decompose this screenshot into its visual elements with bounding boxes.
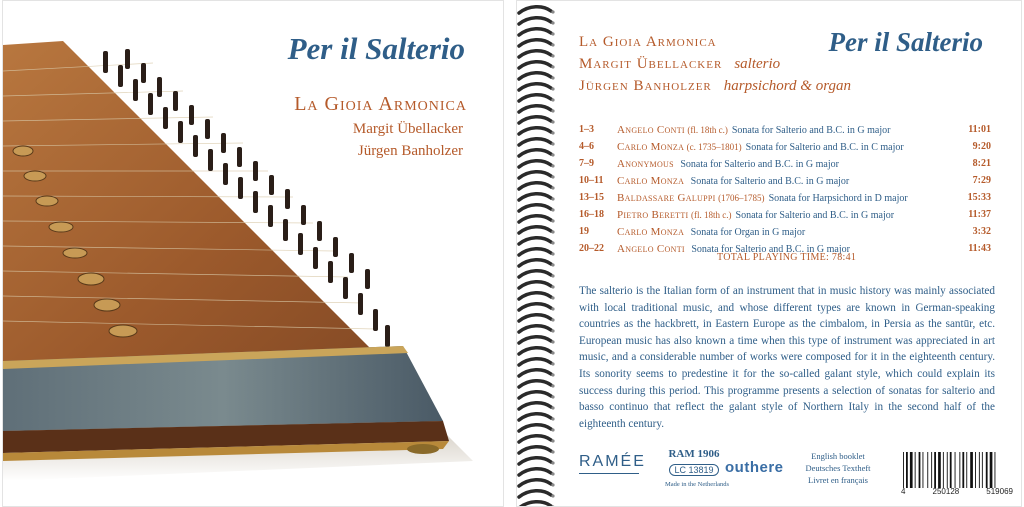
track-row: [579, 207, 991, 224]
performer-name: Jürgen Banholzer: [357, 143, 463, 159]
barcode-digit-group: 250128: [932, 487, 960, 496]
track-time: 3:32: [972, 226, 991, 237]
track-work: Sonata for Salterio and B.C. in G major: [690, 176, 850, 187]
barcode-bar: [982, 452, 983, 488]
punch-hole: [551, 142, 554, 145]
track-number: 7–9: [579, 158, 594, 169]
back-cover: [516, 0, 1022, 507]
front-cover: [2, 0, 504, 507]
spiral-ring: [519, 216, 551, 222]
track-dates: (fl. 18th c.): [687, 125, 728, 135]
spiral-ring: [519, 139, 551, 145]
spiral-ring: [519, 29, 551, 35]
spiral-ring: [519, 337, 551, 343]
performer-name: Margit Übellacker: [352, 121, 463, 137]
spiral-ring: [519, 370, 551, 376]
track-dates: (fl. 18th c.): [691, 210, 732, 220]
spiral-ring: [519, 150, 551, 156]
punch-hole: [551, 109, 554, 112]
track-composer: Angelo Conti: [617, 124, 685, 136]
punch-hole: [551, 131, 554, 134]
punch-hole: [551, 21, 554, 24]
track-number: 13–15: [579, 192, 604, 203]
spiral-ring: [519, 73, 551, 79]
spiral-ring: [519, 238, 551, 244]
track-list: [579, 122, 991, 258]
spiral-ring: [519, 491, 551, 497]
punch-hole: [551, 417, 554, 420]
track-row: [579, 156, 991, 173]
track-number: 19: [579, 226, 589, 237]
spiral-ring: [519, 260, 551, 266]
track-time: 11:01: [968, 124, 991, 135]
punch-hole: [551, 395, 554, 398]
track-dates: (c. 1735–1801): [686, 142, 742, 152]
spiral-ring: [519, 106, 551, 112]
spiral-ring: [519, 227, 551, 233]
punch-hole: [551, 10, 554, 13]
barcode-bar: [975, 452, 976, 488]
punch-hole: [551, 230, 554, 233]
barcode-bar: [962, 452, 964, 488]
punch-hole: [551, 263, 554, 266]
spiral-ring: [519, 271, 551, 277]
booklet-languages: [801, 450, 875, 486]
barcode-digit-group: 4: [901, 487, 906, 496]
spiral-ring: [519, 183, 551, 189]
spiral-ring: [519, 128, 551, 134]
punch-hole: [551, 186, 554, 189]
spiral-ring: [519, 84, 551, 90]
spiral-ring: [519, 194, 551, 200]
barcode-digits: [901, 487, 1013, 496]
punch-hole: [551, 450, 554, 453]
total-playing-time: TOTAL PLAYING TIME: 78:41: [717, 252, 857, 263]
punch-hole: [551, 76, 554, 79]
track-dates: (1706–1785): [718, 193, 765, 203]
track-composer: Carlo Monza: [617, 141, 685, 153]
track-work: Sonata for Salterio and B.C. in G major: [731, 125, 891, 136]
booklet-line: Livret en français: [808, 475, 868, 485]
barcode-bar: [986, 452, 988, 488]
spiral-ring: [519, 348, 551, 354]
barcode-bar: [923, 452, 924, 488]
performer-name: Margit Übellacker: [579, 56, 723, 72]
performer-name: Jürgen Banholzer: [579, 78, 712, 94]
punch-hole: [551, 318, 554, 321]
barcode-bar: [910, 452, 913, 488]
spiral-ring: [519, 249, 551, 255]
track-composer: Pietro Beretti: [617, 209, 689, 221]
punch-hole: [551, 329, 554, 332]
barcode-digit-group: 519069: [986, 487, 1013, 496]
barcode-bar: [966, 452, 967, 488]
cover-title: Per il Salterio: [287, 31, 465, 66]
punch-hole: [551, 274, 554, 277]
track-composer: Angelo Conti: [617, 243, 685, 255]
track-work: Sonata for Organ in G major: [690, 227, 806, 238]
spiral-ring: [519, 95, 551, 101]
track-composer: Carlo Monza: [617, 175, 685, 187]
barcode-bar: [947, 452, 948, 488]
punch-hole: [551, 494, 554, 497]
punch-hole: [551, 307, 554, 310]
punch-hole: [551, 483, 554, 486]
punch-hole: [551, 208, 554, 211]
spiral-ring: [519, 436, 551, 442]
spiral-ring: [519, 392, 551, 398]
track-row: [579, 122, 991, 139]
spiral-ring: [519, 502, 551, 507]
barcode-bar: [970, 452, 973, 488]
spiral-ring: [519, 469, 551, 475]
punch-hole: [551, 362, 554, 365]
spiral-ring: [519, 62, 551, 68]
punch-hole: [551, 406, 554, 409]
track-time: 15:33: [967, 192, 991, 203]
barcode-bar: [915, 452, 916, 488]
booklet-line: English booklet: [811, 451, 865, 461]
spiral-ring: [519, 7, 551, 13]
spiral-ring: [519, 18, 551, 24]
punch-hole: [551, 296, 554, 299]
description-text: The salterio is the Italian form of an instrument that in music history was mainly associated with local traditional music, and whose different types are known in German-speaking countries as the hackbrett, in Eastern Europe as the cimbalom, in Persia as the santūr, etc. European music has also known a time when this type of instrument was appreciated in art music, and a considerable number of works were composed for it in the eighteenth century. Its sonority seems to predestine it for the so-called galant style, which could explain its success during this period. This programme presents a selection of sonatas for salterio and basso continuo that reflect the galant style of Northern Italy in the second half of the eighteenth century.: [579, 285, 995, 430]
punch-hole: [551, 153, 554, 156]
track-work: Sonata for Salterio and B.C. in G major: [680, 159, 839, 170]
spiral-ring: [519, 117, 551, 123]
punch-hole: [551, 340, 554, 343]
punch-hole: [551, 87, 554, 90]
punch-hole: [551, 32, 554, 35]
track-time: 8:21: [972, 158, 991, 169]
spiral-ring: [519, 359, 551, 365]
track-composer: Anonymous: [617, 158, 674, 170]
track-time: 11:43: [968, 243, 991, 254]
barcode-bar: [927, 452, 928, 488]
spiral-ring: [519, 458, 551, 464]
punch-hole: [551, 98, 554, 101]
spiral-ring: [519, 447, 551, 453]
booklet-line: Deutsches Textheft: [805, 463, 871, 473]
track-number: 1–3: [579, 124, 594, 135]
track-work: Sonata for Harpsichord in D major: [768, 193, 908, 204]
ensemble-name: La Gioia Armonica: [294, 93, 467, 115]
spiral-ring: [519, 51, 551, 57]
spiral-ring: [519, 304, 551, 310]
barcode-bar: [950, 452, 952, 488]
track-composer: Carlo Monza: [617, 226, 685, 238]
barcode-bar: [979, 452, 980, 488]
barcode-bar: [995, 452, 996, 488]
spiral-ring: [519, 282, 551, 288]
spiral-ring: [519, 315, 551, 321]
barcode-bar: [906, 452, 908, 488]
outhere-logo: outhere: [725, 459, 784, 476]
spiral-ring: [519, 425, 551, 431]
barcode-bar: [934, 452, 936, 488]
track-number: 20–22: [579, 243, 604, 254]
punch-hole: [551, 175, 554, 178]
performer-role: harpsichord & organ: [723, 78, 851, 94]
spiral-ring: [519, 293, 551, 299]
punch-hole: [551, 428, 554, 431]
spiral-ring: [519, 414, 551, 420]
punch-hole: [551, 373, 554, 376]
punch-hole: [551, 120, 554, 123]
back-header: [579, 31, 851, 97]
track-time: 7:29: [972, 175, 991, 186]
barcode-bar: [919, 452, 921, 488]
punch-hole: [551, 65, 554, 68]
spiral-ring: [519, 172, 551, 178]
track-row: [579, 173, 991, 190]
spiral-ring: [519, 480, 551, 486]
track-time: 9:20: [972, 141, 991, 152]
track-work: Sonata for Salterio and B.C. in C major: [745, 142, 904, 153]
track-work: Sonata for Salterio and B.C. in G major: [691, 244, 850, 255]
track-composer: Baldassare Galuppi: [617, 192, 716, 204]
spiral-binding: [517, 1, 561, 507]
punch-hole: [551, 164, 554, 167]
punch-hole: [551, 285, 554, 288]
barcode-bar: [990, 452, 993, 488]
barcode-bar: [931, 452, 932, 488]
track-number: 10–11: [579, 175, 604, 186]
punch-hole: [551, 219, 554, 222]
ensemble-name: La Gioia Armonica: [579, 34, 717, 50]
track-row: [579, 139, 991, 156]
punch-hole: [551, 384, 554, 387]
catalog-number: RAM 1906: [668, 448, 720, 460]
barcode-bar: [938, 452, 941, 488]
ramee-logo: RAMÉE: [579, 453, 646, 470]
lc-code: LC 13819: [669, 464, 718, 476]
punch-hole: [551, 197, 554, 200]
punch-hole: [551, 54, 554, 57]
barcode-bar: [903, 452, 904, 488]
punch-hole: [551, 439, 554, 442]
catalog-block: [665, 448, 730, 488]
barcode-bar: [943, 452, 944, 488]
track-work: Sonata for Salterio and B.C. in G major: [735, 210, 895, 221]
punch-hole: [551, 351, 554, 354]
track-number: 16–18: [579, 209, 604, 220]
performer-line: [579, 53, 851, 75]
punch-hole: [551, 252, 554, 255]
punch-hole: [551, 43, 554, 46]
back-title: Per il Salterio: [828, 27, 983, 57]
spiral-ring: [519, 326, 551, 332]
punch-hole: [551, 241, 554, 244]
logo-rule: [579, 473, 639, 474]
punch-hole: [551, 472, 554, 475]
spiral-ring: [519, 381, 551, 387]
made-in-label: Made in the Netherlands: [665, 481, 730, 488]
performer-line: [579, 75, 851, 97]
track-time: 11:37: [968, 209, 991, 220]
spiral-ring: [519, 403, 551, 409]
track-number: 4–6: [579, 141, 594, 152]
performer-role: salterio: [734, 56, 781, 72]
track-row: [579, 190, 991, 207]
punch-hole: [551, 461, 554, 464]
spiral-ring: [519, 40, 551, 46]
track-row: [579, 224, 991, 241]
barcode-bar: [959, 452, 960, 488]
barcode-bar: [955, 452, 956, 488]
spiral-ring: [519, 161, 551, 167]
spiral-ring: [519, 205, 551, 211]
salterio-image: [3, 1, 504, 507]
